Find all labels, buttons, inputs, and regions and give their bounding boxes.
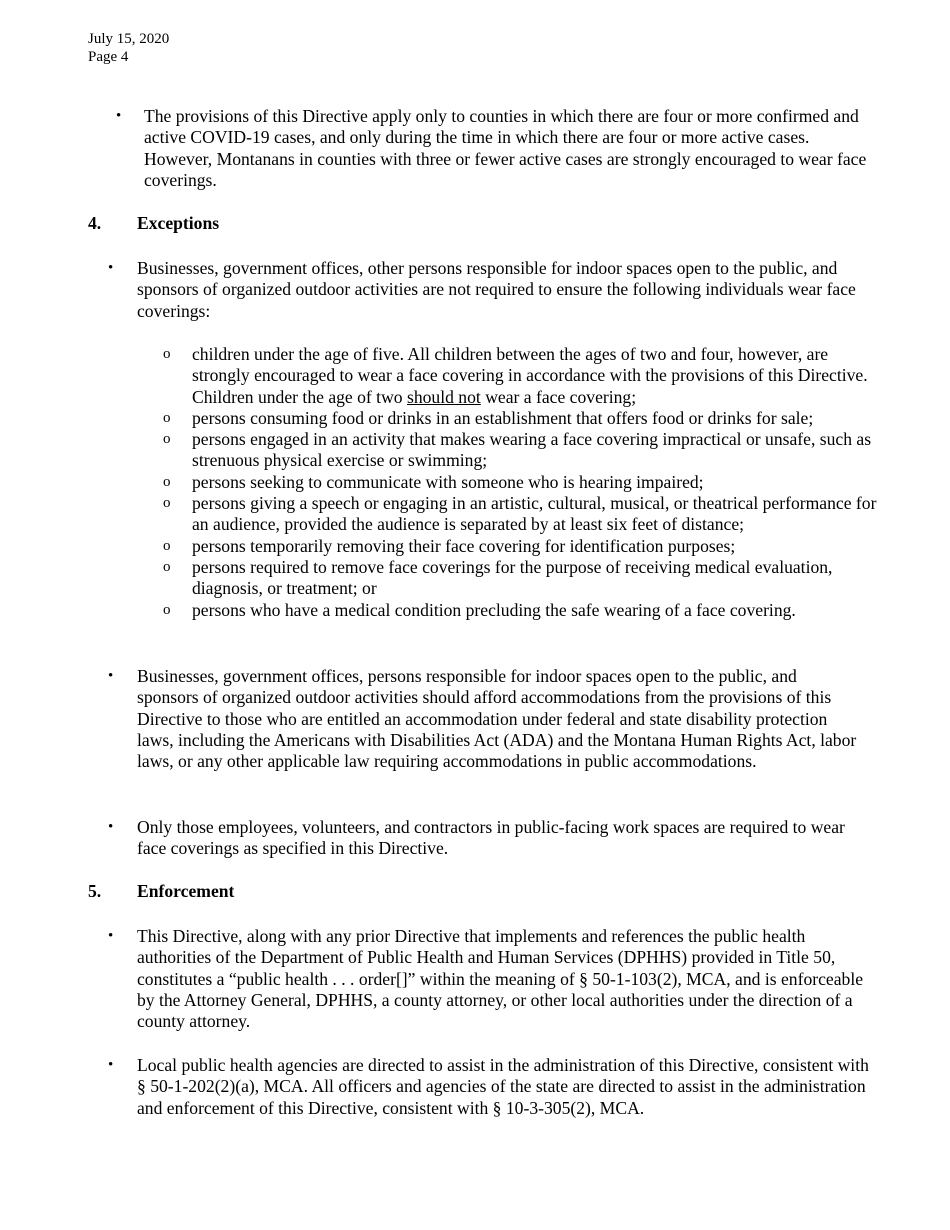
section-4-number: 4. (88, 213, 102, 233)
section-4-heading (0, 213, 950, 235)
sublist-item (163, 408, 883, 429)
sublist-item (163, 557, 883, 600)
sublist-item (163, 493, 883, 536)
sub-bullet-marker: o (163, 537, 171, 554)
header-page-number: Page 4 (88, 49, 129, 65)
section-4-bullet-2-text: Businesses, government offices, persons responsible for indoor spaces open to the public, and sponsors of organized outdoor activities should afford accommodations from the provisions of this Directive to those who are entitled an accommodation under federal and state disability protection laws, including the Americans with Disabilities Act (ADA) and the Montana Human Rights Act, labor laws, or any other applicable law requiring accommodations in public accommodations. (137, 666, 857, 772)
bullet-marker: • (108, 928, 114, 944)
section-4-title: Exceptions (137, 213, 220, 233)
section-5-bullet-2-text: Local public health agencies are directed to assist in the administration of this Directive, consistent with § 50-1-202(2)(a), MCA. All officers and agencies of the state are directed to assist in the administration and enforcement of this Directive, consistent with § 10-3-305(2), MCA. (137, 1055, 869, 1118)
sublist-item (163, 536, 883, 557)
sub-bullet-marker: o (163, 495, 171, 512)
intro-bullet-text: The provisions of this Directive apply only to counties in which there are four or more confirmed and active COVID-19 cases, and only during the time in which there are four or more active cases. However, Montanans in counties with three or fewer active cases are strongly encouraged to wear face coverings. (144, 106, 867, 190)
sublist-item (163, 429, 883, 472)
sub-bullet-marker: o (163, 601, 171, 618)
sublist-item-1-text: children under the age of five. All children between the ages of two and four, however, are strongly encouraged to wear a face covering in accordance with the provisions of this Directive. Children under the age of two (192, 344, 868, 407)
sublist-item-1-underlined: should not (406, 386, 481, 407)
section-5-heading (0, 881, 950, 903)
page-header (88, 30, 169, 66)
bullet-marker: • (108, 260, 114, 276)
header-date: July 15, 2020 (88, 31, 170, 47)
section-4-bullet-1-text: Businesses, government offices, other persons responsible for indoor spaces open to the public, and sponsors of organized outdoor activities are not required to ensure the following individuals wear face coverings: (137, 258, 856, 321)
sublist-item-5-text: persons giving a speech or engaging in an artistic, cultural, musical, or theatrical performance for an audience, provided the audience is separated by at least six feet of distance; (192, 493, 877, 535)
exceptions-sublist (163, 344, 883, 621)
sub-bullet-marker: o (163, 346, 171, 362)
bullet-marker: • (108, 1057, 114, 1073)
sub-bullet-marker: o (163, 431, 171, 448)
sublist-item-2-text: persons consuming food or drinks in an establishment that offers food or drinks for sale; (192, 407, 814, 428)
sublist-item-4-text: persons seeking to communicate with someone who is hearing impaired; (192, 471, 704, 492)
sublist-item-6-text: persons temporarily removing their face covering for identification purposes; (192, 535, 736, 556)
sub-bullet-marker: o (163, 473, 171, 490)
sublist-item-3-text: persons engaged in an activity that makes wearing a face covering impractical or unsafe, such as strenuous physical exercise or swimming; (192, 429, 872, 471)
section-4-bullet-3-text: Only those employees, volunteers, and contractors in public-facing work spaces are required to wear face coverings as specified in this Directive. (137, 817, 845, 859)
sub-bullet-marker: o (163, 409, 171, 426)
sub-bullet-marker: o (163, 558, 171, 575)
bullet-marker: • (108, 668, 114, 684)
sublist-item-7-text: persons required to remove face coverings for the purpose of receiving medical evaluation, diagnosis, or treatment; or (192, 556, 833, 599)
bullet-marker: • (108, 819, 114, 835)
sublist-item-1-text-end: wear a face covering; (480, 386, 637, 407)
sublist-item-8-text: persons who have a medical condition precluding the safe wearing of a face covering. (192, 599, 796, 620)
section-5-title: Enforcement (137, 881, 235, 901)
sublist-item (163, 600, 883, 621)
section-5-bullet-1-text: This Directive, along with any prior Directive that implements and references the public health authorities of the Department of Public Health and Human Services (DPHHS) provided in Title 50, constitutes a “public health . . . order[]” within the meaning of § 50-1-103(2), MCA, and is enforceable by the Attorney General, DPHHS, a county attorney, or other local authorities under the direction of a county attorney. (137, 926, 864, 1032)
section-5-number: 5. (88, 881, 102, 901)
bullet-marker: • (116, 108, 122, 124)
sublist-item (163, 344, 883, 408)
sublist-item (163, 472, 883, 493)
